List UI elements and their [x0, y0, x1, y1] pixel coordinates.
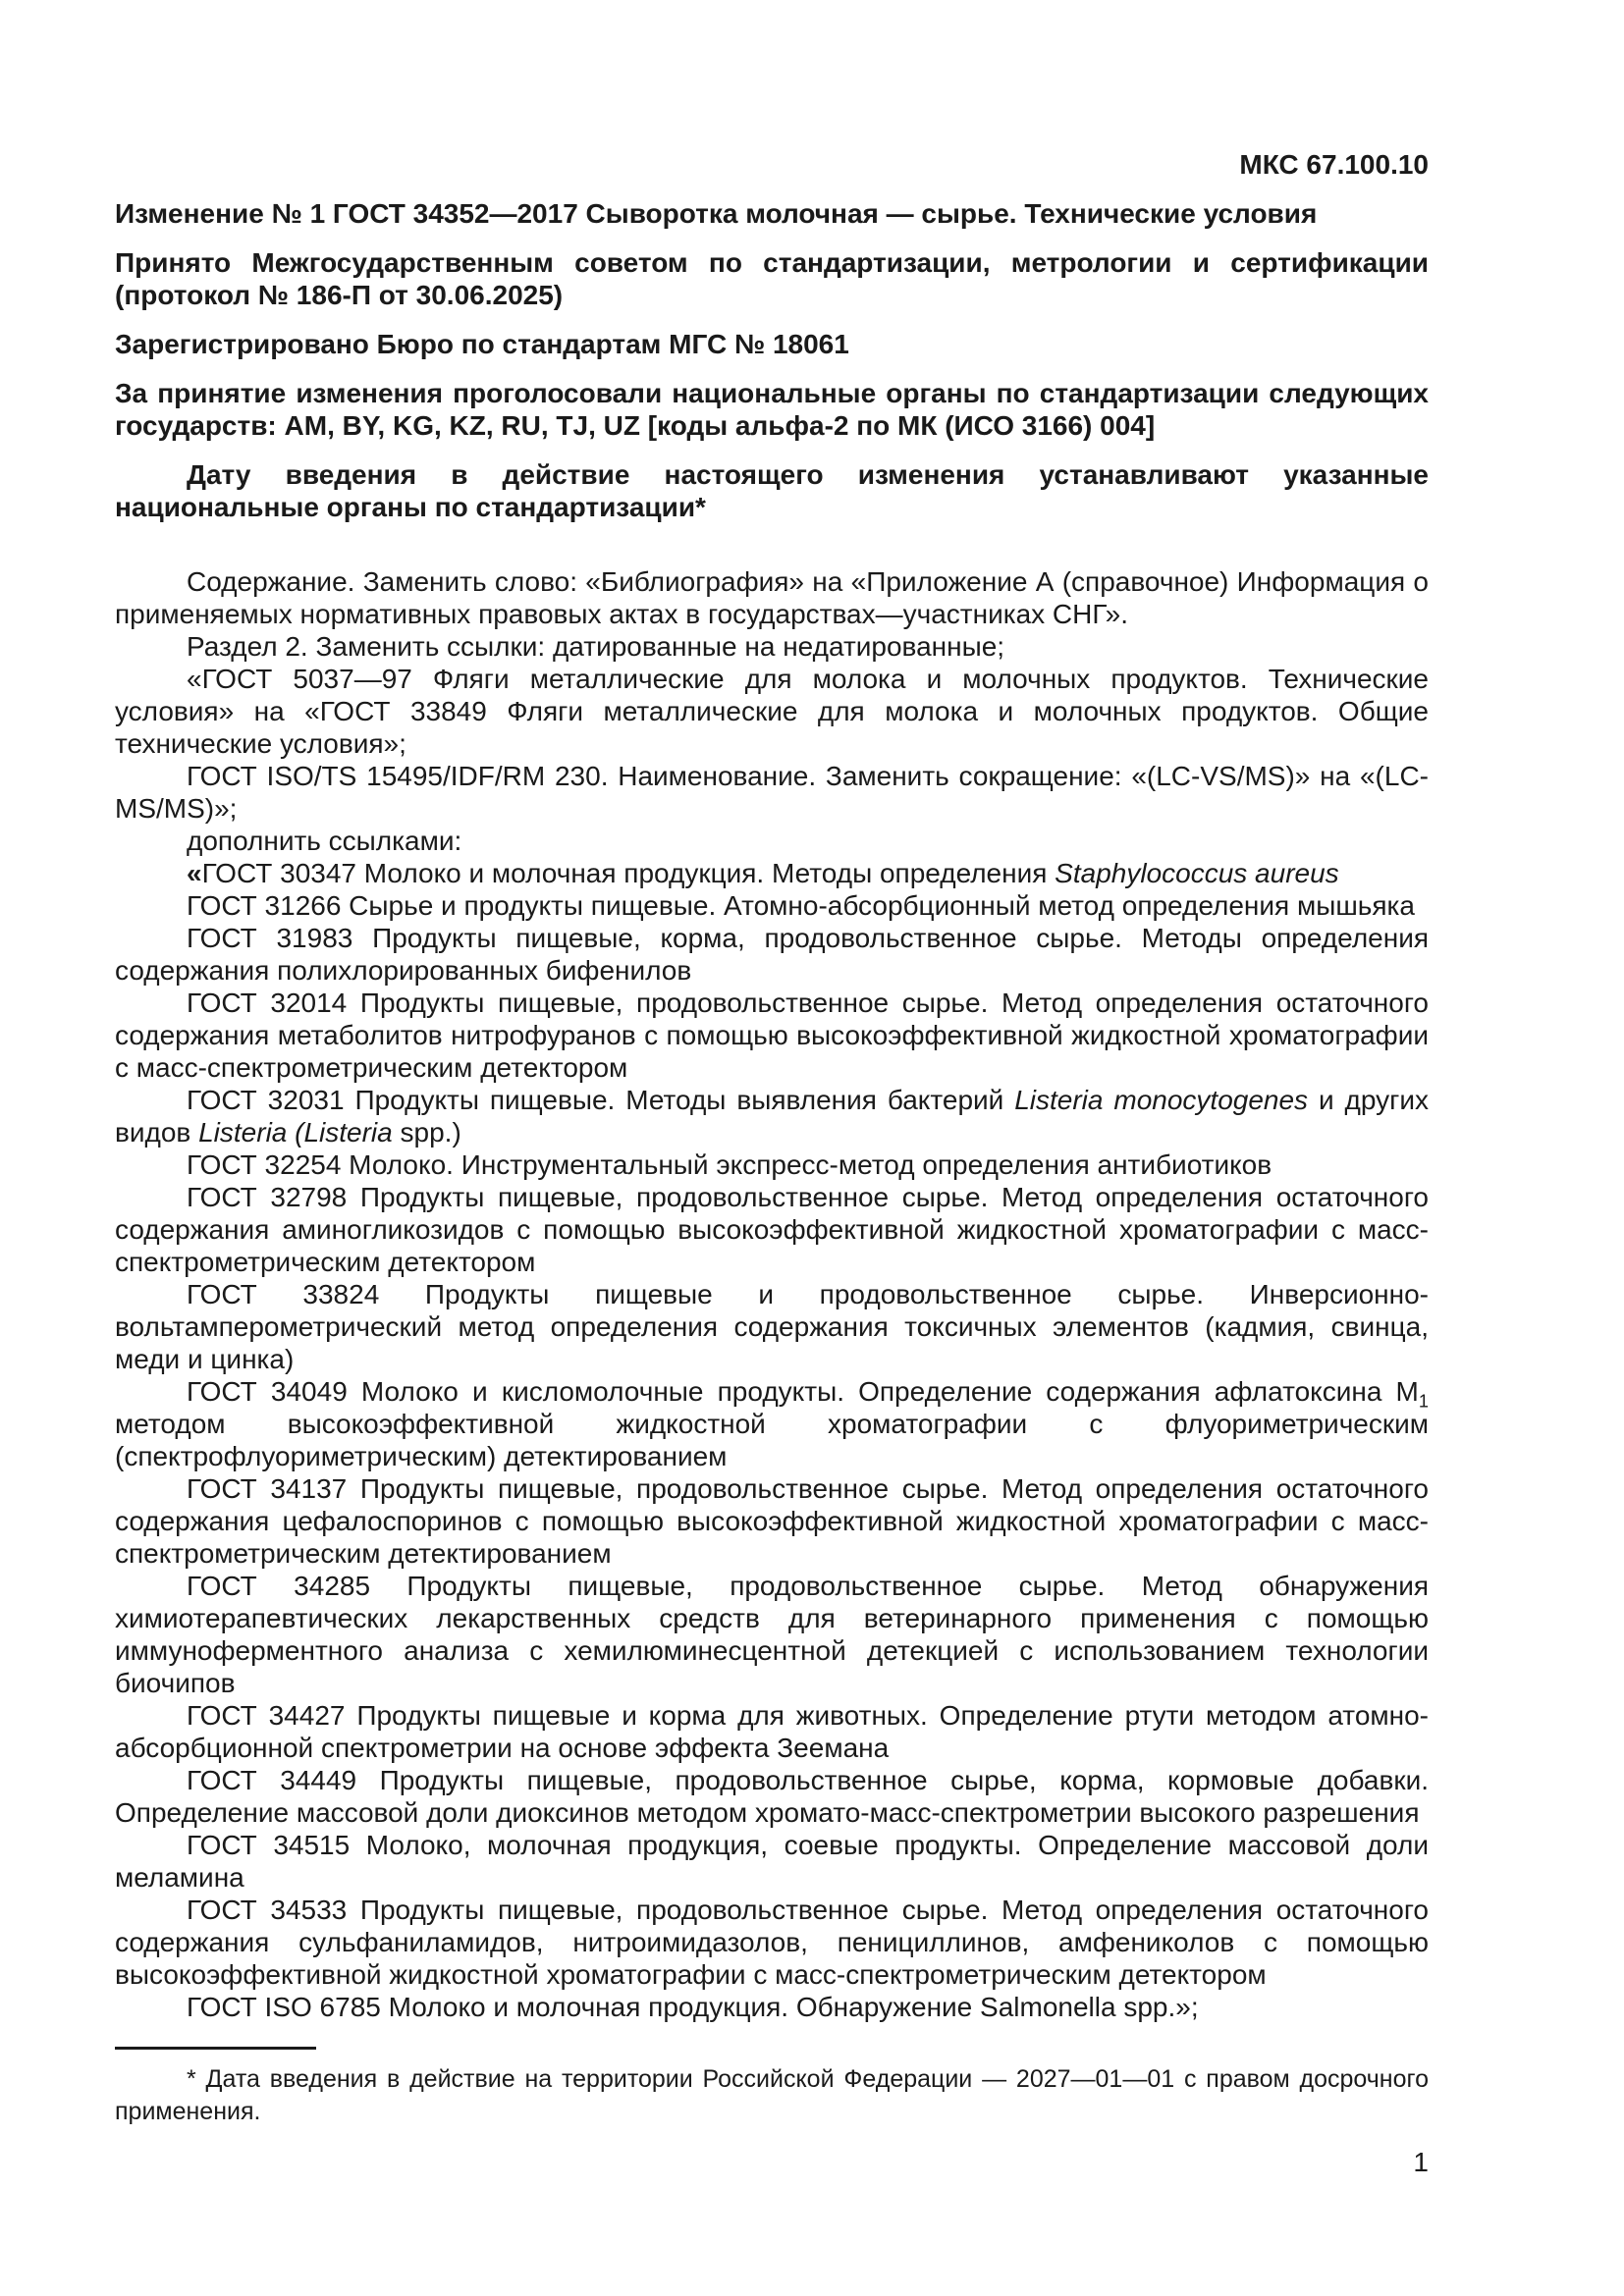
- voted-paragraph: За принятие изменения проголосовали национальные органы по стандартизации следующих государств: AM, BY, KG, KZ, RU, TJ, UZ [коды альфа-2 по МК (ИСО 3166) 004]: [115, 378, 1429, 441]
- footnote-divider: [115, 2047, 316, 2050]
- text-segment: ГОСТ 31266 Сырье и продукты пищевые. Атомно-абсорбционный метод определения мышьяка: [187, 890, 1415, 921]
- body-paragraph: [115, 1991, 1429, 2023]
- text-segment: ГОСТ 34285 Продукты пищевые, продовольственное сырье. Метод обнаружения химиотерапевтических лекарственных средств для ветеринарного применения с помощью иммуноферментного анализа с хемилюминесцентной детекцией с использованием технологии биочипов: [115, 1571, 1429, 1698]
- document-body: [115, 565, 1429, 2023]
- body-paragraph: [115, 630, 1429, 663]
- text-segment: ГОСТ 30347 Молоко и молочная продукция. Методы определения: [201, 858, 1056, 888]
- body-paragraph: [115, 760, 1429, 825]
- text-segment: ГОСТ 34515 Молоко, молочная продукция, соевые продукты. Определение массовой доли меламина: [115, 1830, 1429, 1893]
- text-segment: spp.): [392, 1117, 461, 1148]
- document-content: [115, 148, 1429, 2178]
- body-paragraph: [115, 922, 1429, 987]
- amendment-title: Изменение № 1 ГОСТ 34352—2017 Сыворотка молочная — сырье. Технические условия: [115, 198, 1318, 229]
- body-paragraph: [115, 889, 1429, 922]
- body-paragraph: [115, 1181, 1429, 1278]
- text-segment: Listeria (Listeria: [198, 1117, 393, 1148]
- text-segment: ГОСТ ISO/TS 15495/IDF/RM 230. Наименование. Заменить сокращение: «(LC-VS/MS)» на «(LC-MS/MS)»;: [115, 761, 1429, 824]
- text-segment: Listeria monocytogenes: [1014, 1085, 1309, 1115]
- text-segment: ГОСТ 32254 Молоко. Инструментальный экспресс-метод определения антибиотиков: [187, 1149, 1272, 1180]
- text-segment: дополнить ссылками:: [187, 826, 462, 856]
- text-segment: «: [187, 858, 202, 888]
- body-paragraph: [115, 1278, 1429, 1375]
- page-number: 1: [1413, 2147, 1429, 2177]
- body-paragraph: [115, 1084, 1429, 1148]
- text-segment: ГОСТ 34137 Продукты пищевые, продовольственное сырье. Метод определения остаточного содержания цефалоспоринов с помощью высокоэффективной жидкостной хроматографии с масс-спектрометрическим детектированием: [115, 1473, 1429, 1569]
- body-paragraph: [115, 1699, 1429, 1764]
- body-paragraph: [115, 1570, 1429, 1699]
- text-segment: ГОСТ 34449 Продукты пищевые, продовольственное сырье, корма, кормовые добавки. Определение массовой доли диоксинов методом хромато-масс-спектрометрии высокого разрешения: [115, 1765, 1429, 1828]
- introduction-paragraph: Дату введения в действие настоящего изменения устанавливают указанные национальные органы по стандартизации*: [115, 459, 1429, 522]
- body-paragraph: [115, 1764, 1429, 1829]
- text-segment: Содержание. Заменить слово: «Библиография» на «Приложение А (справочное) Информация о применяемых нормативных правовых актах в государствах—участниках СНГ».: [115, 566, 1429, 629]
- text-segment: Staphylococcus aureus: [1055, 858, 1339, 888]
- body-paragraph: [115, 1472, 1429, 1570]
- text-segment: ГОСТ 34427 Продукты пищевые и корма для животных. Определение ртути методом атомно-абсорбционной спектрометрии на основе эффекта Зеемана: [115, 1700, 1429, 1763]
- text-segment: 1: [1418, 1391, 1429, 1412]
- text-segment: «ГОСТ 5037—97 Фляги металлические для молока и молочных продуктов. Технические условия» на «ГОСТ 33849 Фляги металлические для молока и молочных продуктов. Общие технические условия»;: [115, 664, 1429, 759]
- text-segment: ГОСТ 32014 Продукты пищевые, продовольственное сырье. Метод определения остаточного содержания метаболитов нитрофуранов с помощью высокоэффективной жидкостной хроматографии с масс-спектрометрическим детектором: [115, 988, 1429, 1083]
- body-paragraph: [115, 825, 1429, 857]
- body-paragraph: [115, 857, 1429, 889]
- body-paragraph: [115, 565, 1429, 630]
- text-segment: и других видов: [115, 1085, 1429, 1148]
- adopted-paragraph: Принято Межгосударственным советом по стандартизации, метрологии и сертификации (протокол № 186-П от 30.06.2025): [115, 247, 1429, 310]
- body-paragraph: [115, 1894, 1429, 1991]
- body-paragraph: [115, 1375, 1429, 1472]
- body-paragraph: [115, 663, 1429, 760]
- classification-code: МКС 67.100.10: [1239, 149, 1429, 180]
- text-segment: методом высокоэффективной жидкостной хроматографии с флуориметрическим (спектрофлуориметрическим) детектированием: [115, 1409, 1429, 1471]
- body-paragraph: [115, 1148, 1429, 1181]
- text-segment: ГОСТ 32798 Продукты пищевые, продовольственное сырье. Метод определения остаточного содержания аминогликозидов с помощью высокоэффективной жидкостной хроматографии с масс-спектрометрическим детектором: [115, 1182, 1429, 1277]
- body-paragraph: [115, 987, 1429, 1084]
- text-segment: ГОСТ 31983 Продукты пищевые, корма, продовольственное сырье. Методы определения содержания полихлорированных бифенилов: [115, 923, 1429, 986]
- text-segment: Раздел 2. Заменить ссылки: датированные на недатированные;: [187, 631, 1005, 662]
- text-segment: ГОСТ 34049 Молоко и кисломолочные продукты. Определение содержания афлатоксина М: [187, 1376, 1419, 1407]
- text-segment: ГОСТ 34533 Продукты пищевые, продовольственное сырье. Метод определения остаточного содержания сульфаниламидов, нитроимидазолов, пенициллинов, амфениколов с помощью высокоэффективной жидкостной хроматографии с масс-спектрометрическим детектором: [115, 1895, 1429, 1990]
- registered-paragraph: Зарегистрировано Бюро по стандартам МГС № 18061: [115, 329, 849, 359]
- text-segment: ГОСТ 32031 Продукты пищевые. Методы выявления бактерий: [187, 1085, 1015, 1115]
- body-paragraph: [115, 1829, 1429, 1894]
- footnote-text: * Дата введения в действие на территории Российской Федерации — 2027—01—01 с правом досрочного применения.: [115, 2065, 1429, 2125]
- text-segment: ГОСТ ISO 6785 Молоко и молочная продукция. Обнаружение Salmonella spp.»;: [187, 1992, 1199, 2022]
- text-segment: ГОСТ 33824 Продукты пищевые и продовольственное сырье. Инверсионно-вольтамперометрический метод определения содержания токсичных элементов (кадмия, свинца, меди и цинка): [115, 1279, 1429, 1374]
